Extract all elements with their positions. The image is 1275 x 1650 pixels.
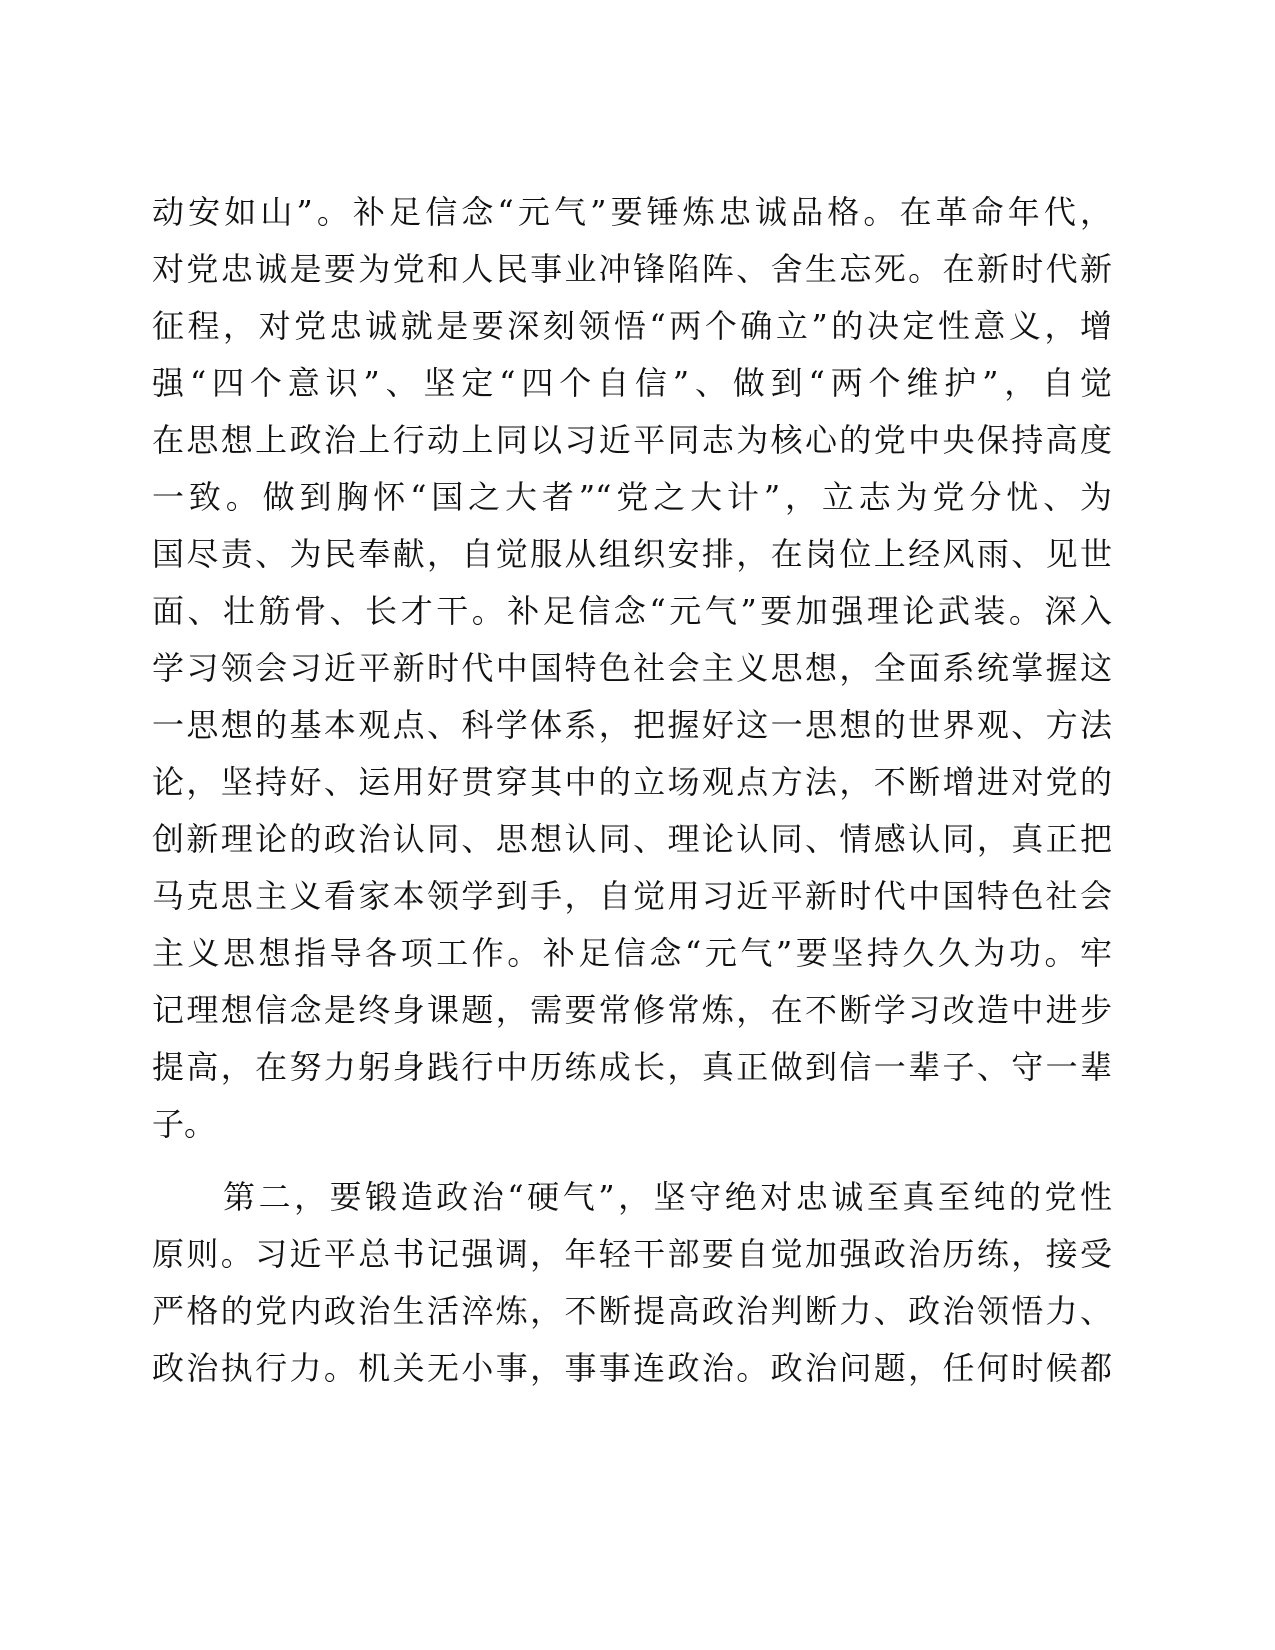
- text-line: 征程，对党忠诚就是要深刻领悟“两个确立”的决定性意义，增: [152, 307, 1112, 345]
- text-line: 在思想上政治上行动上同以习近平同志为核心的党中央保持高度: [152, 421, 1112, 459]
- text-line: 记理想信念是终身课题，需要常修常炼，在不断学习改造中进步: [152, 991, 1112, 1029]
- text-line: 动安如山”。补足信念“元气”要锤炼忠诚品格。在革命年代，: [152, 193, 1112, 231]
- text-line: 创新理论的政治认同、思想认同、理论认同、情感认同，真正把: [152, 820, 1112, 858]
- text-line: 严格的党内政治生活淬炼，不断提高政治判断力、政治领悟力、: [152, 1292, 1112, 1330]
- text-line: 马克思主义看家本领学到手，自觉用习近平新时代中国特色社会: [152, 877, 1112, 915]
- text-line: 国尽责、为民奉献，自觉服从组织安排，在岗位上经风雨、见世: [152, 535, 1112, 573]
- text-line: 第二，要锻造政治“硬气”，坚守绝对忠诚至真至纯的党性: [152, 1178, 1112, 1216]
- text-line: 面、壮筋骨、长才干。补足信念“元气”要加强理论武装。深入: [152, 592, 1112, 630]
- text-line: 学习领会习近平新时代中国特色社会主义思想，全面系统掌握这: [152, 649, 1112, 687]
- text-line: 一思想的基本观点、科学体系，把握好这一思想的世界观、方法: [152, 706, 1112, 744]
- paragraph-2: [152, 1169, 1112, 1397]
- text-line: 一致。做到胸怀“国之大者”“党之大计”，立志为党分忧、为: [152, 478, 1112, 516]
- text-line: 政治执行力。机关无小事，事事连政治。政治问题，任何时候都: [152, 1349, 1112, 1387]
- text-line: 子。: [152, 1105, 217, 1143]
- text-line: 主义思想指导各项工作。补足信念“元气”要坚持久久为功。牢: [152, 934, 1112, 972]
- text-line: 提高，在努力躬身践行中历练成长，真正做到信一辈子、守一辈: [152, 1048, 1112, 1086]
- paragraph-1: [152, 184, 1112, 1153]
- text-line: 强“四个意识”、坚定“四个自信”、做到“两个维护”，自觉: [152, 364, 1112, 402]
- text-line: 论，坚持好、运用好贯穿其中的立场观点方法，不断增进对党的: [152, 763, 1112, 801]
- text-line: 对党忠诚是要为党和人民事业冲锋陷阵、舍生忘死。在新时代新: [152, 250, 1112, 288]
- body-text: [152, 184, 1112, 1397]
- paragraph-spacer: [152, 1153, 1112, 1169]
- text-line: 原则。习近平总书记强调，年轻干部要自觉加强政治历练，接受: [152, 1235, 1112, 1273]
